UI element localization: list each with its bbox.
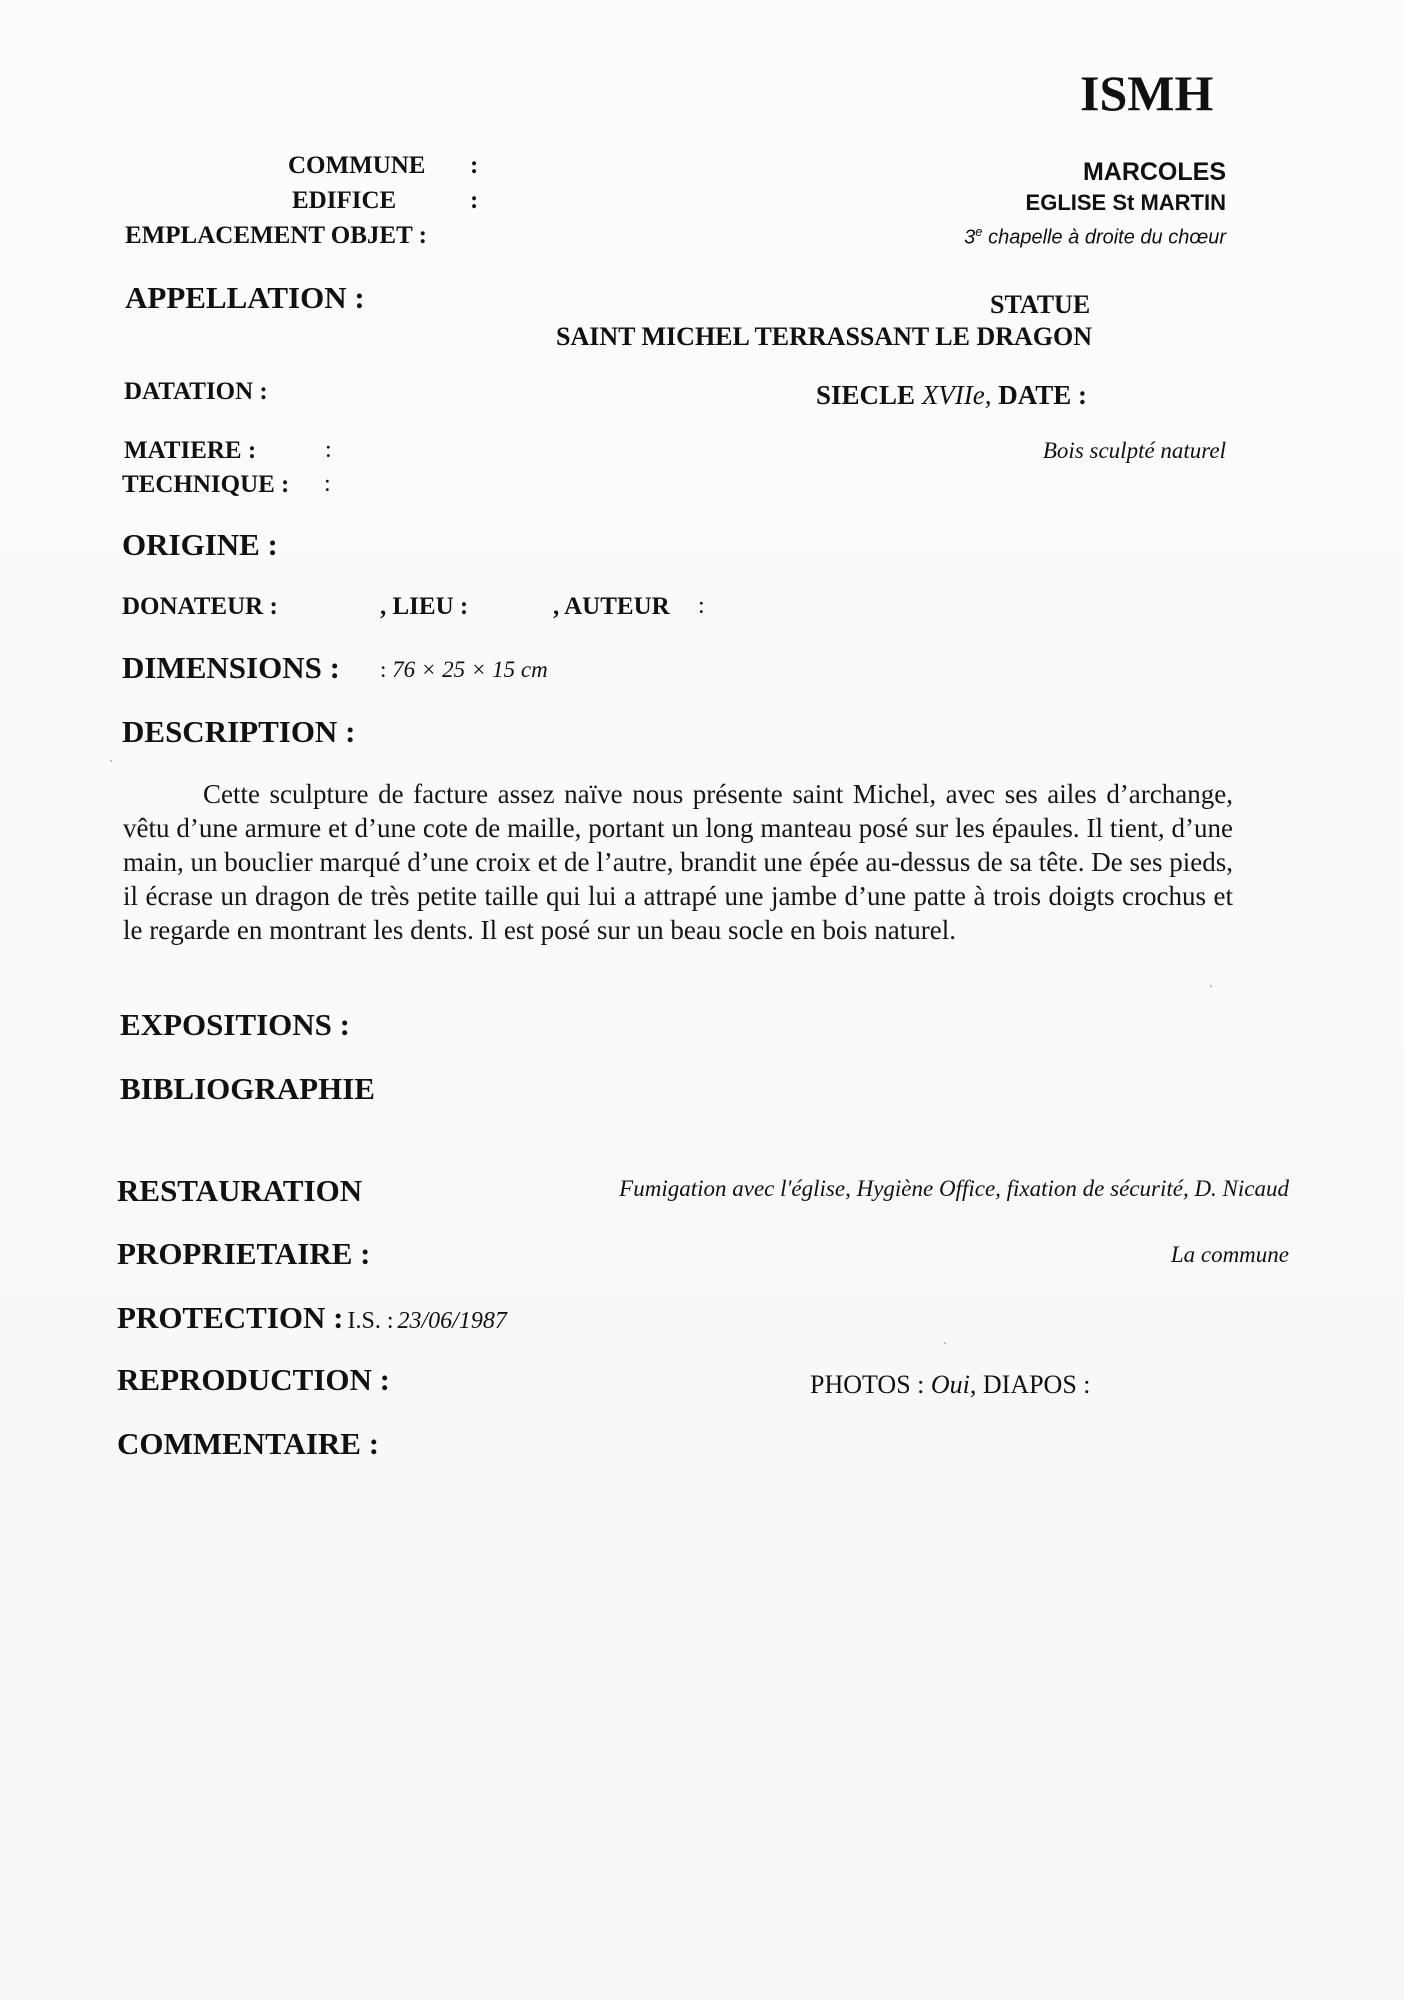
ismh-badge: ISMH	[1080, 65, 1214, 121]
bibliographie-label: BIBLIOGRAPHIE	[120, 1071, 375, 1106]
emplacement-sup: e	[975, 224, 983, 239]
datation-label: DATATION :	[124, 378, 268, 405]
edifice-label: EDIFICE	[292, 187, 397, 214]
protection-group	[117, 1300, 507, 1336]
siecle-group	[816, 380, 1087, 411]
dimensions-value: 76 × 25 × 15 cm	[392, 657, 548, 682]
matiere-colon: :	[325, 437, 332, 463]
emplacement-num: 3	[964, 226, 976, 249]
siecle-value: XVIIe,	[921, 380, 992, 410]
restauration-label: RESTAURATION	[117, 1173, 363, 1208]
commune-label: COMMUNE	[288, 152, 426, 179]
siecle-label: SIECLE	[816, 380, 916, 410]
dimensions-label: DIMENSIONS :	[122, 650, 340, 685]
proprietaire-value: La commune	[1170, 1242, 1289, 1267]
dimensions-value-group	[380, 657, 548, 683]
photos-group	[810, 1370, 1091, 1400]
scan-speck	[944, 1342, 946, 1344]
lieu-label: , LIEU :	[380, 593, 469, 620]
photos-label: PHOTOS :	[810, 1370, 925, 1399]
edifice-colon: :	[470, 187, 479, 214]
protection-label: PROTECTION :	[117, 1300, 344, 1335]
origine-label: ORIGINE :	[122, 527, 278, 562]
auteur-colon: :	[698, 593, 705, 619]
photos-value: Oui,	[930, 1370, 977, 1399]
edifice-value: EGLISE St MARTIN	[1025, 190, 1226, 215]
protection-is: I.S. :	[347, 1308, 394, 1334]
scan-speck	[1210, 985, 1212, 987]
scan-speck	[110, 760, 112, 762]
diapos-label: DIAPOS :	[982, 1370, 1091, 1399]
emplacement-text: chapelle à droite du chœur	[982, 226, 1226, 249]
commentaire-label: COMMENTAIRE :	[117, 1426, 380, 1461]
matiere-value: Bois sculpté naturel	[1042, 438, 1226, 463]
protection-date: 23/06/1987	[397, 1308, 507, 1334]
description-label: DESCRIPTION :	[122, 714, 356, 749]
matiere-label: MATIERE :	[124, 437, 257, 464]
restauration-value: Fumigation avec l'église, Hygiène Office, fixation de sécurité, D. Nicaud	[619, 1176, 1289, 1201]
donateur-label: DONATEUR :	[122, 593, 278, 620]
appellation-value-1: STATUE	[990, 290, 1091, 319]
date-label: DATE :	[998, 380, 1088, 410]
proprietaire-label: PROPRIETAIRE :	[117, 1236, 371, 1271]
appellation-label: APPELLATION :	[125, 280, 365, 315]
technique-label: TECHNIQUE :	[122, 471, 290, 498]
emplacement-value	[964, 224, 1226, 250]
reproduction-label: REPRODUCTION :	[117, 1362, 390, 1397]
description-text: Cette sculpture de facture assez naïve nous présente saint Michel, avec ses ailes d’archange, vêtu d’une armure et d’une cote de maille, portant un long manteau posé sur les épaules. Il tient, d’une main, un bouclier marqué d’une croix et de l’autre, brandit une épée au-dessus de sa tête. De ses pieds, il écrase un dragon de très petite taille qui lui a attrapé une jambe d’une patte à trois doigts crochus et le regarde en montrant les dents. Il est posé sur un beau socle en bois naturel.	[123, 779, 1233, 945]
commune-value: MARCOLES	[1082, 158, 1226, 186]
dimensions-colon: :	[380, 657, 393, 682]
commune-colon: :	[470, 152, 479, 179]
technique-colon: :	[324, 471, 331, 497]
expositions-label: EXPOSITIONS :	[120, 1007, 350, 1042]
emplacement-label: EMPLACEMENT OBJET :	[125, 222, 427, 249]
auteur-label: , AUTEUR	[553, 593, 670, 620]
appellation-value-2: SAINT MICHEL TERRASSANT LE DRAGON	[556, 322, 1093, 351]
